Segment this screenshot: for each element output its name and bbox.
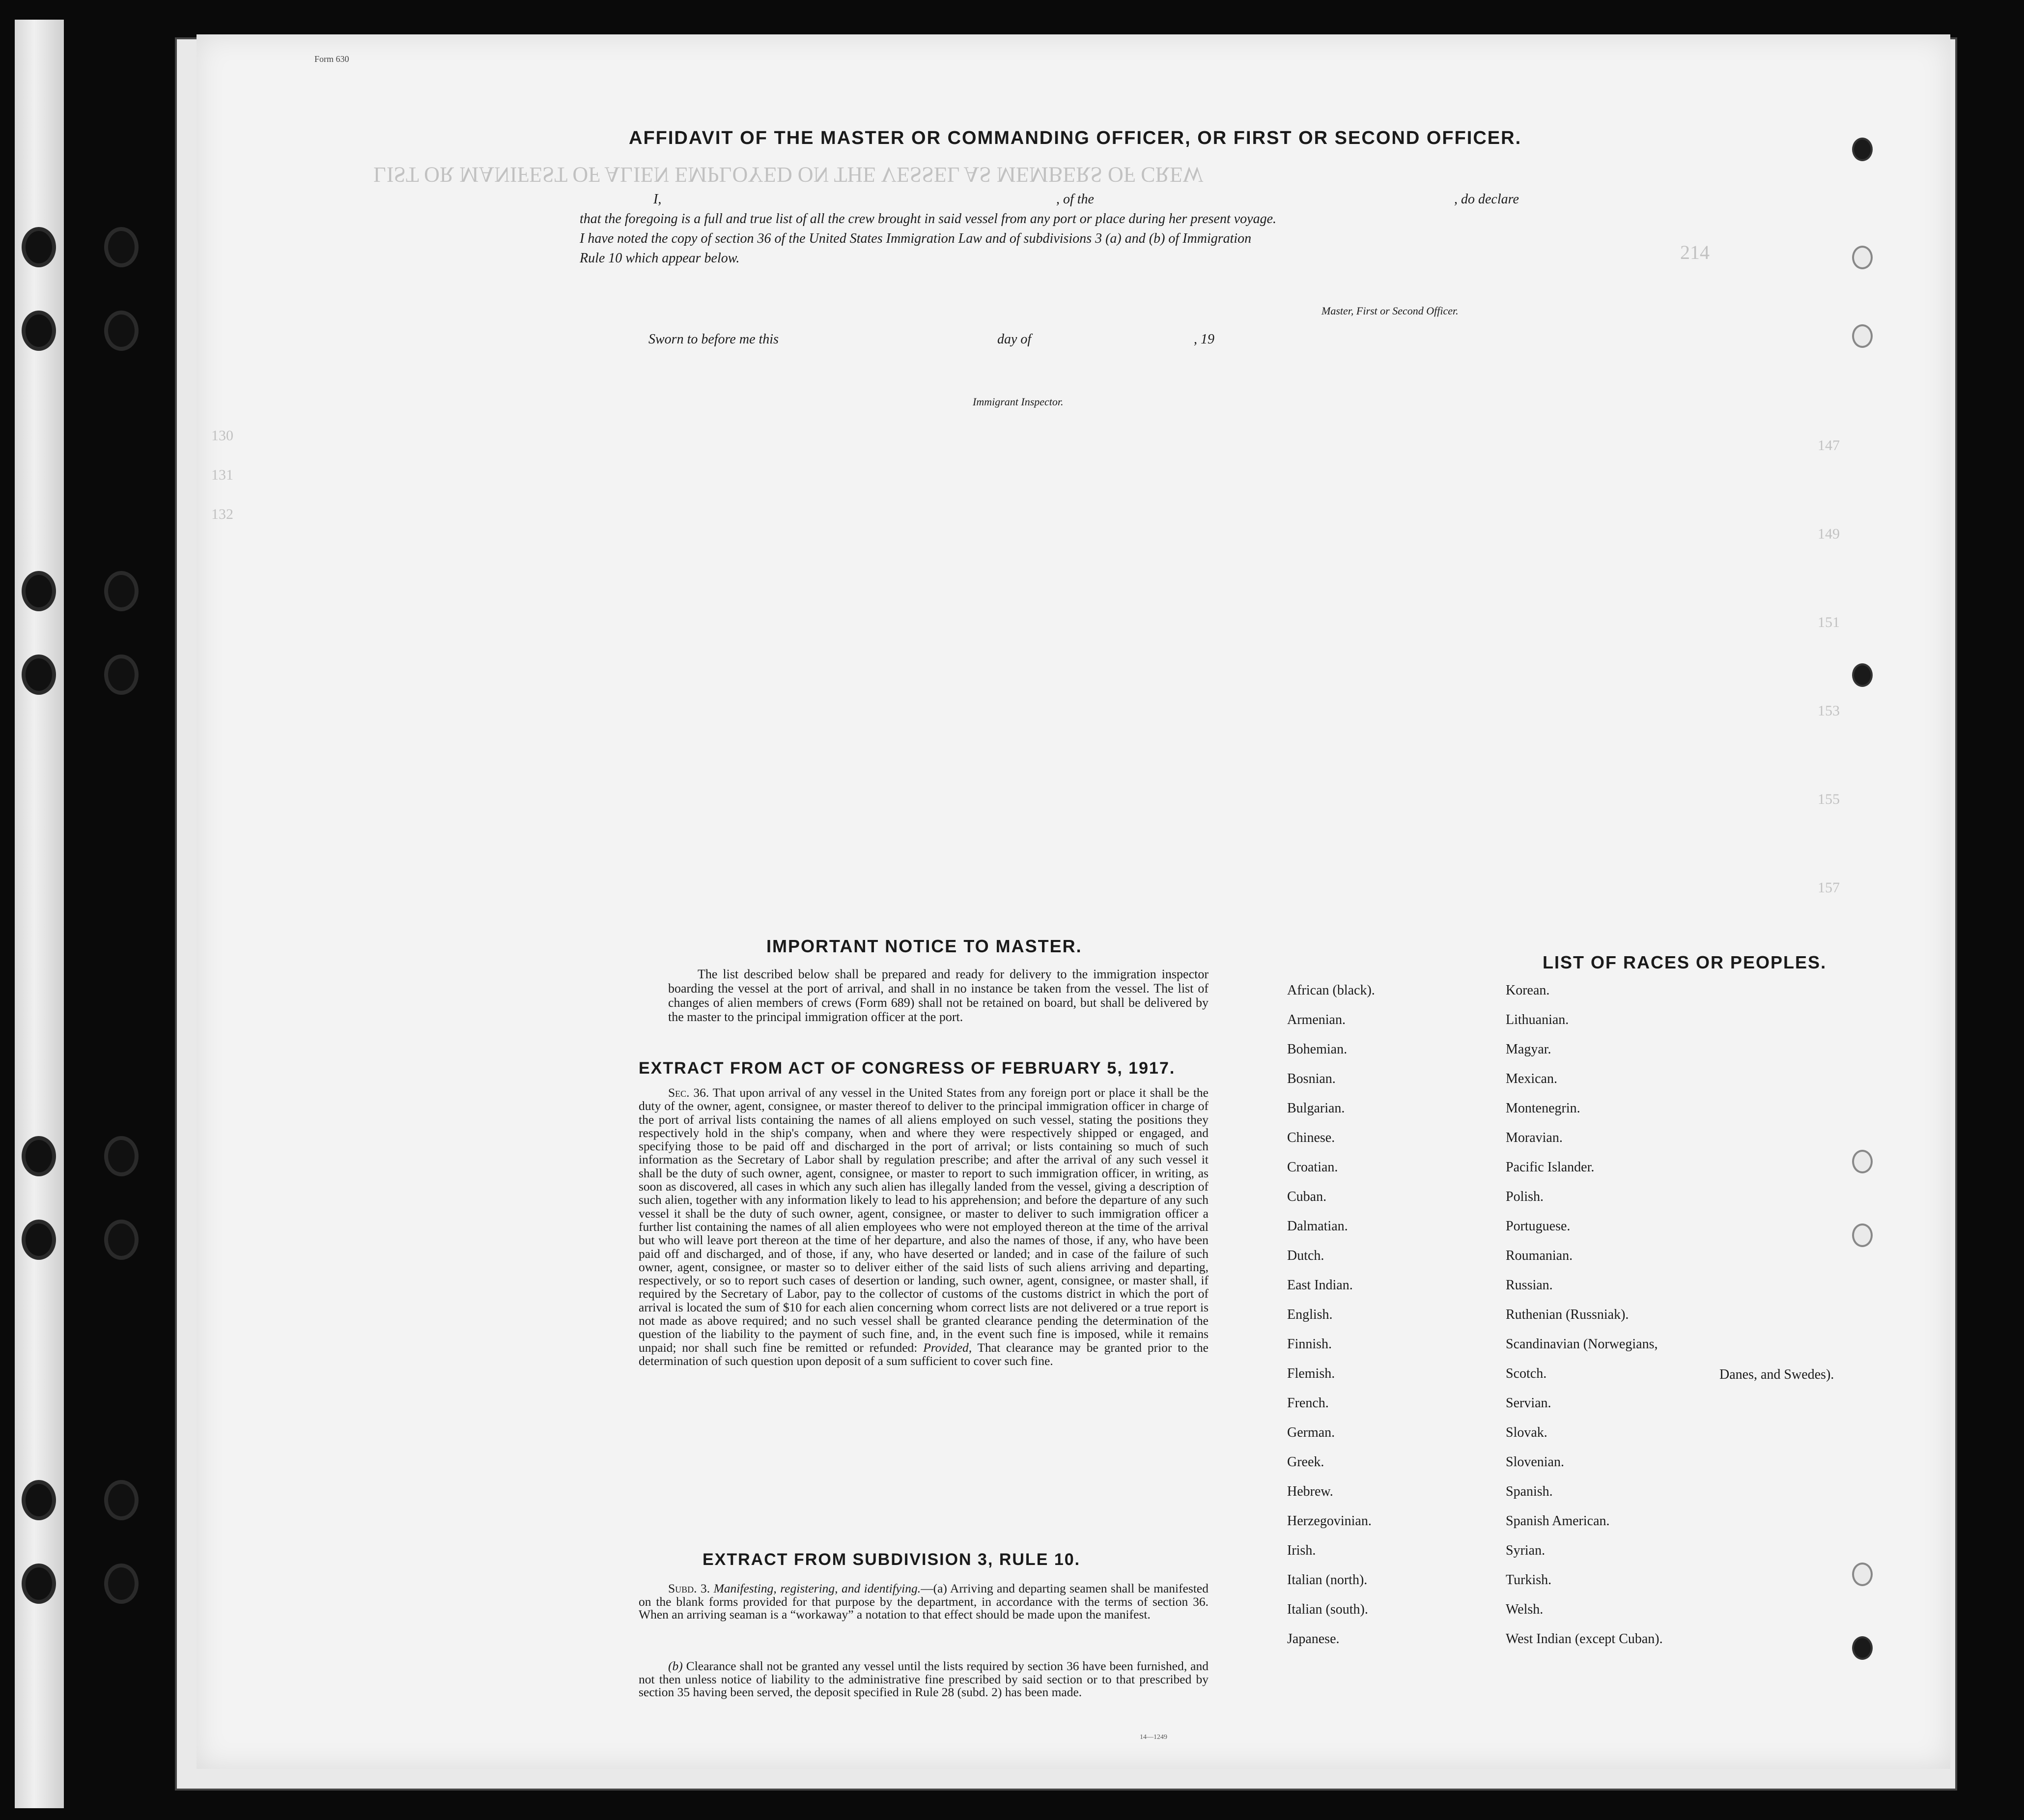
binder-hole <box>108 231 135 263</box>
form-number: Form 630 <box>314 54 349 64</box>
race-item: Welsh. <box>1506 1602 1544 1617</box>
race-item: Spanish. <box>1506 1484 1553 1499</box>
race-item: Italian (south). <box>1287 1602 1368 1617</box>
rule-subd-heading: Manifesting, registering, and identifying. <box>713 1581 921 1595</box>
act-text: That upon arrival of any vessel in the United States from any foreign port or place it shall be the duty of the owner, agent, consignee, or master thereof to deliver to the principal immigration officer in charge of the port of arrival lists containing the names of all aliens employed on such vessel, stating the positions they respectively hold in the ship's company, when and where they were respectively shipped or engaged, and specifying those to be paid off and discharged in the port of arrival; or lists containing so much of such information as the Secretary of Labor shall by regulation prescribe; and after the arrival of any such vessel it shall be the duty of such owner, agent, consignee, or master to report to such immigration officer, in writing, as soon as discovered, all cases in which any such alien has illegally landed from the vessel, giving a description of such alien, together with any information likely to lead to his apprehension; and before the departure of any such vessel it shall be the duty of such owner, agent, consignee, or master to deliver to such immigration officer a further list containing the names of all alien employees who were not employed thereon at the time of the arrival but who will leave port thereon at the time of her departure, and also the names of those, if any, who have been paid off and discharged, and of those, if any, who have deserted or landed; and in case of the failure of such owner, agent, consignee, or master so to deliver either of the said lists of such aliens arriving and departing, respectively, or so to report such cases of desertion or landing, such owner, agent, consignee, or master shall, if required by the Secretary of Labor, pay to the collector of customs of the customs district in which the port of arrival is located the sum of $10 for each alien concerning whom correct lists are not delivered or a true report is not made as above required; and no such vessel shall be granted clearance pending the determination of the question of the liability to the payment of such fine, and, in the event such fine is imposed, while it remains unpaid; nor shall such fine be remitted or refunded: <box>639 1085 1209 1355</box>
binder-hole <box>26 231 52 263</box>
punch-hole <box>1852 324 1873 348</box>
binder-hole <box>26 314 52 347</box>
binder-hole <box>26 1223 52 1256</box>
punch-hole <box>1852 663 1873 687</box>
punch-hole <box>1852 1636 1873 1660</box>
affidavit-line-2: that the foregoing is a full and true list of all the crew brought in said vessel from any port or place during her present voyage. <box>580 211 1277 227</box>
affidavit-title: AFFIDAVIT OF THE MASTER OR COMMANDING OFFICER, OR FIRST OR SECOND OFFICER. <box>629 128 1522 148</box>
rule-b-label: (b) <box>668 1659 683 1673</box>
race-item: Bulgarian. <box>1287 1101 1345 1116</box>
race-item: Russian. <box>1506 1278 1553 1293</box>
race-item: Portuguese. <box>1506 1219 1571 1234</box>
act-body <box>639 1086 1209 1367</box>
rule-paragraph-b <box>639 1660 1209 1699</box>
race-item: Korean. <box>1506 983 1550 998</box>
race-item: West Indian (except Cuban). <box>1506 1631 1663 1647</box>
race-item: Cuban. <box>1287 1189 1327 1204</box>
race-item: Mexican. <box>1506 1071 1557 1086</box>
binder-hole <box>26 575 52 607</box>
rule-paragraph-a <box>639 1582 1209 1621</box>
punch-hole <box>1852 246 1873 269</box>
race-item: Dutch. <box>1287 1248 1324 1263</box>
year-label: , 19 <box>1194 332 1214 347</box>
binder-hole <box>108 1223 135 1256</box>
rule-title: EXTRACT FROM SUBDIVISION 3, RULE 10. <box>703 1550 1081 1569</box>
race-item: East Indian. <box>1287 1278 1353 1293</box>
race-item: English. <box>1287 1307 1333 1322</box>
race-item: Syrian. <box>1506 1543 1546 1558</box>
race-item: Turkish. <box>1506 1572 1552 1588</box>
races-title: LIST OF RACES OR PEOPLES. <box>1543 952 1827 972</box>
race-item: Armenian. <box>1287 1012 1346 1027</box>
day-of-label: day of <box>997 332 1032 347</box>
binder-hole <box>26 1140 52 1172</box>
affidavit-do-declare: , do declare <box>1454 192 1519 207</box>
binder-strip <box>15 20 64 1808</box>
act-text-end: That clearance may be granted prior to the determination of such question upon deposit of a sum sufficient to cover such fine. <box>639 1340 1209 1368</box>
race-item: Italian (north). <box>1287 1572 1368 1588</box>
binder-hole <box>108 314 135 347</box>
race-item: Magyar. <box>1506 1042 1551 1057</box>
affidavit-of-the: , of the <box>1056 192 1094 207</box>
affidavit-i: I, <box>653 192 662 207</box>
binder-hole <box>108 1567 135 1600</box>
affidavit-line-4: Rule 10 which appear below. <box>580 251 740 266</box>
binder-hole <box>108 658 135 691</box>
act-section-label: Sec. 36. <box>668 1085 709 1100</box>
notice-body: The list described below shall be prepared and ready for delivery to the immigration inspector boarding the vessel at the port of arrival, and shall in no instance be taken from the vessel. The list of changes of alien members of crews (Form 689) shall not be retained on board, but shall be delivered by the master to the principal immigration officer at the port. <box>668 967 1209 1024</box>
punch-hole <box>1852 1563 1873 1586</box>
race-item: Servian. <box>1506 1395 1551 1411</box>
race-item: Scotch. <box>1506 1366 1547 1381</box>
master-signature-label: Master, First or Second Officer. <box>1321 305 1459 317</box>
race-item: Hebrew. <box>1287 1484 1333 1499</box>
binder-hole <box>108 575 135 607</box>
race-item: Pacific Islander. <box>1506 1160 1595 1175</box>
race-item: Japanese. <box>1287 1631 1340 1647</box>
race-item: Moravian. <box>1506 1130 1563 1145</box>
race-item-continuation: Danes, and Swedes). <box>1719 1367 1834 1382</box>
race-item: Croatian. <box>1287 1160 1338 1175</box>
race-item: Greek. <box>1287 1454 1324 1470</box>
punch-hole <box>1852 1223 1873 1247</box>
race-item: African (black). <box>1287 983 1375 998</box>
inspector-label: Immigrant Inspector. <box>973 396 1064 408</box>
rule-text-a: —(a) Arriving and departing seamen shall be manifested on the blank forms provided for that purpose by the department, in accordance with the terms of section 36. When an arriving seaman is a “workaway” a notation to that effect should be made upon the manifest. <box>639 1581 1209 1621</box>
manifest-page <box>197 34 1950 1769</box>
binder-hole <box>108 1484 135 1516</box>
rule-text-b: Clearance shall not be granted any vessel until the lists required by section 36 have been furnished, and not then unless notice of liability to the administrative fine prescribed by said section or to that prescribed by section 35 having been served, the deposit specified in Rule 28 (subd. 2) has been made. <box>639 1659 1209 1699</box>
notice-title: IMPORTANT NOTICE TO MASTER. <box>766 936 1082 956</box>
race-item: Irish. <box>1287 1543 1316 1558</box>
race-item: Bohemian. <box>1287 1042 1348 1057</box>
race-item: Chinese. <box>1287 1130 1335 1145</box>
race-item: Finnish. <box>1287 1337 1332 1352</box>
race-item: Herzegovinian. <box>1287 1513 1372 1529</box>
act-title: EXTRACT FROM ACT OF CONGRESS OF FEBRUARY 5, 1917. <box>639 1059 1176 1078</box>
race-item: Ruthenian (Russniak). <box>1506 1307 1629 1322</box>
punch-hole <box>1852 138 1873 161</box>
race-item: Slovak. <box>1506 1425 1547 1440</box>
race-item: Roumanian. <box>1506 1248 1573 1263</box>
race-item: Polish. <box>1506 1189 1544 1204</box>
punch-hole <box>1852 1150 1873 1173</box>
act-provided: Provided, <box>923 1340 972 1355</box>
race-item: Montenegrin. <box>1506 1101 1580 1116</box>
race-item: Slovenian. <box>1506 1454 1564 1470</box>
sworn-label: Sworn to before me this <box>648 332 779 347</box>
bleed-through: LIST OR MANIFEST OF ALIEN EMPLOYED ON THE VESSEL AS MEMBERS OF CREW 214 130 131 132 147 149 151 153 155 157 <box>211 163 1840 896</box>
binder-hole <box>108 1140 135 1172</box>
race-item: Flemish. <box>1287 1366 1335 1381</box>
binder-hole <box>26 658 52 691</box>
binder-hole <box>26 1484 52 1516</box>
race-item: Lithuanian. <box>1506 1012 1569 1027</box>
race-item: Bosnian. <box>1287 1071 1336 1086</box>
race-item: Dalmatian. <box>1287 1219 1348 1234</box>
race-item: German. <box>1287 1425 1335 1440</box>
rule-subd-label: Subd. 3. <box>668 1581 710 1595</box>
race-item: Scandinavian (Norwegians, <box>1506 1337 1658 1352</box>
affidavit-line-3: I have noted the copy of section 36 of the United States Immigration Law and of subdivisions 3 (a) and (b) of Immigration <box>580 231 1252 246</box>
race-item: Spanish American. <box>1506 1513 1610 1529</box>
race-item: French. <box>1287 1395 1329 1411</box>
print-code: 14—1249 <box>1140 1734 1167 1741</box>
binder-hole <box>26 1567 52 1600</box>
